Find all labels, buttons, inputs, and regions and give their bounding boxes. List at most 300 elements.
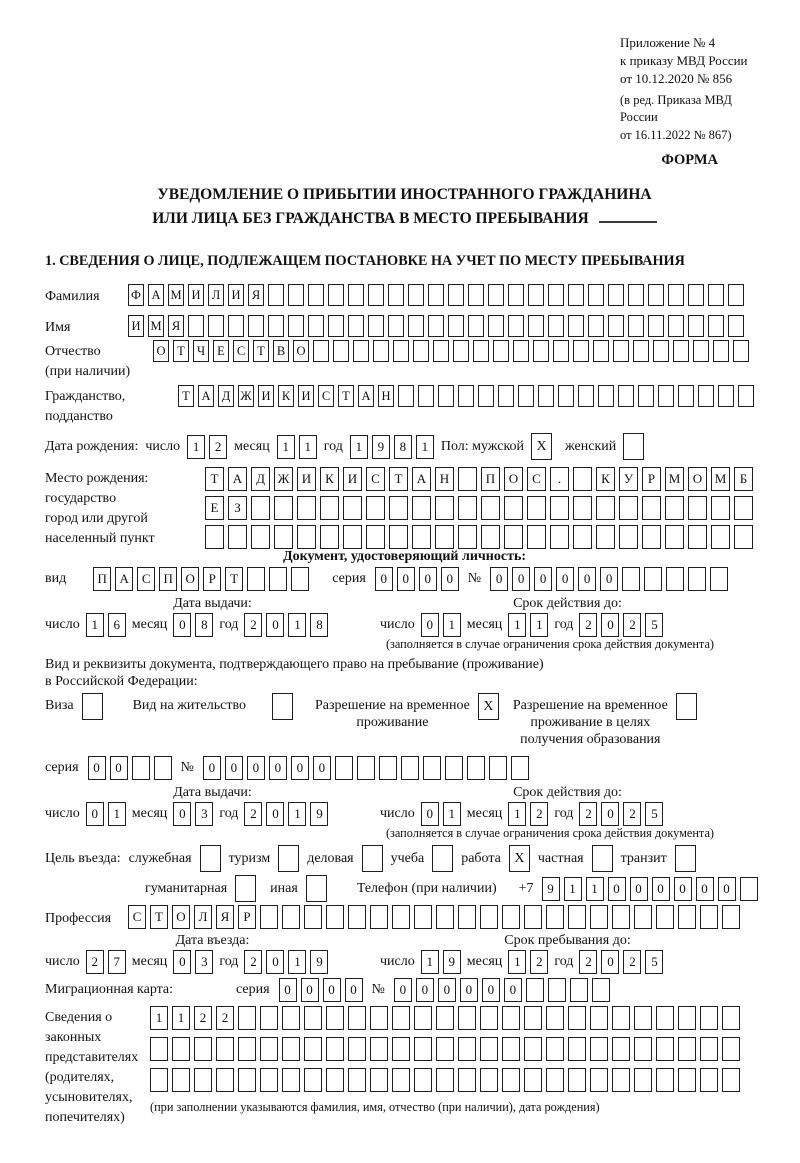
char-cell[interactable] xyxy=(373,340,389,362)
char-cell[interactable]: М xyxy=(168,284,184,306)
char-cell[interactable] xyxy=(608,284,624,306)
char-cell[interactable] xyxy=(326,1068,344,1092)
char-cell[interactable] xyxy=(619,496,638,520)
char-cell[interactable] xyxy=(269,567,287,591)
char-cell[interactable]: 0 xyxy=(416,978,434,1002)
char-cell[interactable] xyxy=(320,496,339,520)
char-cell[interactable]: 2 xyxy=(530,802,548,826)
char-cell[interactable] xyxy=(320,525,339,549)
char-cell[interactable] xyxy=(708,284,724,306)
char-cell[interactable] xyxy=(370,905,388,929)
char-cell[interactable]: 5 xyxy=(645,950,663,974)
char-cell[interactable]: 1 xyxy=(150,1006,168,1030)
char-cell[interactable] xyxy=(188,315,204,337)
char-cell[interactable]: Е xyxy=(205,496,224,520)
char-cell[interactable] xyxy=(304,1006,322,1030)
char-cell[interactable] xyxy=(370,1006,388,1030)
char-cell[interactable] xyxy=(642,496,661,520)
char-cell[interactable]: И xyxy=(258,385,274,407)
char-cell[interactable] xyxy=(546,1006,564,1030)
char-cell[interactable] xyxy=(708,315,724,337)
char-cell[interactable] xyxy=(546,1068,564,1092)
char-cell[interactable] xyxy=(700,1037,718,1061)
char-cell[interactable] xyxy=(436,1037,454,1061)
char-cell[interactable] xyxy=(414,905,432,929)
char-cell[interactable] xyxy=(408,315,424,337)
char-cell[interactable]: 1 xyxy=(86,613,104,637)
char-cell[interactable]: Р xyxy=(642,467,661,491)
char-cell[interactable]: 0 xyxy=(397,567,415,591)
char-cell[interactable] xyxy=(348,905,366,929)
char-cell[interactable] xyxy=(638,385,654,407)
char-cell[interactable] xyxy=(628,315,644,337)
char-cell[interactable]: 1 xyxy=(299,435,317,459)
char-cell[interactable]: 0 xyxy=(375,567,393,591)
char-cell[interactable] xyxy=(328,284,344,306)
char-cell[interactable]: 0 xyxy=(601,802,619,826)
char-cell[interactable] xyxy=(389,525,408,549)
char-cell[interactable]: 7 xyxy=(108,950,126,974)
char-cell[interactable]: 0 xyxy=(110,756,128,780)
char-cell[interactable] xyxy=(468,315,484,337)
char-cell[interactable] xyxy=(291,567,309,591)
char-cell[interactable]: И xyxy=(228,284,244,306)
char-cell[interactable]: О xyxy=(504,467,523,491)
char-cell[interactable] xyxy=(628,284,644,306)
char-cell[interactable] xyxy=(678,1037,696,1061)
char-cell[interactable] xyxy=(328,315,344,337)
char-cell[interactable] xyxy=(644,567,662,591)
char-cell[interactable]: 2 xyxy=(244,802,262,826)
char-cell[interactable] xyxy=(568,1037,586,1061)
char-cell[interactable]: 2 xyxy=(579,950,597,974)
char-cell[interactable]: Б xyxy=(734,467,753,491)
char-cell[interactable]: Т xyxy=(173,340,189,362)
char-cell[interactable] xyxy=(268,315,284,337)
char-cell[interactable] xyxy=(548,315,564,337)
char-cell[interactable] xyxy=(513,340,529,362)
char-cell[interactable] xyxy=(448,284,464,306)
char-cell[interactable]: 0 xyxy=(556,567,574,591)
char-cell[interactable] xyxy=(678,905,696,929)
visa-checkbox[interactable] xyxy=(82,693,103,720)
char-cell[interactable]: А xyxy=(148,284,164,306)
char-cell[interactable] xyxy=(248,315,264,337)
char-cell[interactable] xyxy=(428,284,444,306)
char-cell[interactable]: К xyxy=(278,385,294,407)
char-cell[interactable] xyxy=(656,1006,674,1030)
char-cell[interactable] xyxy=(738,385,754,407)
char-cell[interactable]: 1 xyxy=(277,435,295,459)
char-cell[interactable] xyxy=(622,567,640,591)
char-cell[interactable] xyxy=(368,315,384,337)
char-cell[interactable] xyxy=(666,567,684,591)
char-cell[interactable]: С xyxy=(137,567,155,591)
char-cell[interactable]: 0 xyxy=(696,877,714,901)
char-cell[interactable] xyxy=(458,496,477,520)
char-cell[interactable] xyxy=(527,496,546,520)
char-cell[interactable] xyxy=(268,284,284,306)
char-cell[interactable]: 9 xyxy=(310,950,328,974)
char-cell[interactable] xyxy=(658,385,674,407)
char-cell[interactable] xyxy=(412,525,431,549)
char-cell[interactable]: Н xyxy=(435,467,454,491)
char-cell[interactable]: 0 xyxy=(600,567,618,591)
char-cell[interactable] xyxy=(216,1068,234,1092)
char-cell[interactable]: 1 xyxy=(416,435,434,459)
char-cell[interactable]: 2 xyxy=(623,802,641,826)
char-cell[interactable] xyxy=(590,905,608,929)
char-cell[interactable] xyxy=(150,1037,168,1061)
purpose-transit-checkbox[interactable] xyxy=(675,845,696,872)
char-cell[interactable] xyxy=(401,756,419,780)
char-cell[interactable]: 2 xyxy=(579,802,597,826)
char-cell[interactable]: Р xyxy=(203,567,221,591)
char-cell[interactable]: 0 xyxy=(482,978,500,1002)
char-cell[interactable] xyxy=(435,496,454,520)
char-cell[interactable]: 0 xyxy=(345,978,363,1002)
char-cell[interactable] xyxy=(297,525,316,549)
char-cell[interactable] xyxy=(634,905,652,929)
char-cell[interactable]: О xyxy=(172,905,190,929)
char-cell[interactable] xyxy=(550,496,569,520)
char-cell[interactable] xyxy=(366,496,385,520)
char-cell[interactable]: 0 xyxy=(173,802,191,826)
char-cell[interactable] xyxy=(722,905,740,929)
char-cell[interactable]: 0 xyxy=(173,950,191,974)
char-cell[interactable]: . xyxy=(550,467,569,491)
char-cell[interactable] xyxy=(518,385,534,407)
char-cell[interactable]: 1 xyxy=(530,613,548,637)
char-cell[interactable] xyxy=(480,1068,498,1092)
char-cell[interactable] xyxy=(304,1037,322,1061)
char-cell[interactable] xyxy=(568,905,586,929)
char-cell[interactable] xyxy=(313,340,329,362)
char-cell[interactable] xyxy=(392,1068,410,1092)
char-cell[interactable] xyxy=(308,315,324,337)
char-cell[interactable] xyxy=(448,315,464,337)
char-cell[interactable] xyxy=(656,1068,674,1092)
char-cell[interactable] xyxy=(511,756,529,780)
char-cell[interactable]: 1 xyxy=(288,950,306,974)
char-cell[interactable] xyxy=(389,496,408,520)
char-cell[interactable]: 3 xyxy=(195,802,213,826)
char-cell[interactable] xyxy=(665,525,684,549)
purpose-official-checkbox[interactable] xyxy=(200,845,221,872)
char-cell[interactable] xyxy=(711,496,730,520)
char-cell[interactable]: О xyxy=(181,567,199,591)
char-cell[interactable]: 0 xyxy=(279,978,297,1002)
char-cell[interactable]: М xyxy=(711,467,730,491)
char-cell[interactable] xyxy=(343,496,362,520)
char-cell[interactable] xyxy=(288,315,304,337)
char-cell[interactable]: 0 xyxy=(419,567,437,591)
char-cell[interactable]: И xyxy=(188,284,204,306)
purpose-other-checkbox[interactable] xyxy=(306,875,327,902)
char-cell[interactable] xyxy=(668,315,684,337)
char-cell[interactable]: 0 xyxy=(601,950,619,974)
purpose-private-checkbox[interactable] xyxy=(592,845,613,872)
char-cell[interactable]: 6 xyxy=(108,613,126,637)
char-cell[interactable]: 9 xyxy=(310,802,328,826)
char-cell[interactable] xyxy=(528,315,544,337)
char-cell[interactable] xyxy=(573,467,592,491)
char-cell[interactable]: 1 xyxy=(421,950,439,974)
char-cell[interactable]: С xyxy=(128,905,146,929)
char-cell[interactable] xyxy=(619,525,638,549)
char-cell[interactable] xyxy=(282,1006,300,1030)
char-cell[interactable] xyxy=(504,496,523,520)
char-cell[interactable]: 0 xyxy=(394,978,412,1002)
char-cell[interactable]: 0 xyxy=(652,877,670,901)
char-cell[interactable] xyxy=(546,1037,564,1061)
char-cell[interactable] xyxy=(648,315,664,337)
char-cell[interactable]: Т xyxy=(338,385,354,407)
char-cell[interactable]: 8 xyxy=(394,435,412,459)
char-cell[interactable]: О xyxy=(153,340,169,362)
char-cell[interactable] xyxy=(194,1037,212,1061)
char-cell[interactable] xyxy=(722,1006,740,1030)
char-cell[interactable]: И xyxy=(297,467,316,491)
char-cell[interactable] xyxy=(388,284,404,306)
gender-male-checkbox[interactable]: X xyxy=(531,433,552,460)
char-cell[interactable]: А xyxy=(358,385,374,407)
char-cell[interactable] xyxy=(678,1068,696,1092)
char-cell[interactable]: 3 xyxy=(195,950,213,974)
char-cell[interactable]: П xyxy=(481,467,500,491)
char-cell[interactable] xyxy=(370,1037,388,1061)
char-cell[interactable] xyxy=(533,340,549,362)
char-cell[interactable] xyxy=(526,978,544,1002)
char-cell[interactable] xyxy=(274,496,293,520)
char-cell[interactable] xyxy=(596,496,615,520)
char-cell[interactable]: 1 xyxy=(288,802,306,826)
char-cell[interactable] xyxy=(590,1006,608,1030)
char-cell[interactable] xyxy=(733,340,749,362)
purpose-study-checkbox[interactable] xyxy=(432,845,453,872)
char-cell[interactable]: 1 xyxy=(508,950,526,974)
char-cell[interactable] xyxy=(414,1068,432,1092)
purpose-business-checkbox[interactable] xyxy=(362,845,383,872)
char-cell[interactable]: 2 xyxy=(623,613,641,637)
char-cell[interactable]: Т xyxy=(150,905,168,929)
char-cell[interactable] xyxy=(423,756,441,780)
char-cell[interactable] xyxy=(713,340,729,362)
char-cell[interactable]: 0 xyxy=(88,756,106,780)
char-cell[interactable] xyxy=(634,1068,652,1092)
char-cell[interactable]: 0 xyxy=(441,567,459,591)
char-cell[interactable]: 0 xyxy=(421,613,439,637)
char-cell[interactable] xyxy=(480,905,498,929)
char-cell[interactable] xyxy=(260,1037,278,1061)
char-cell[interactable] xyxy=(502,905,520,929)
char-cell[interactable]: Т xyxy=(389,467,408,491)
char-cell[interactable]: 0 xyxy=(578,567,596,591)
char-cell[interactable]: 0 xyxy=(86,802,104,826)
char-cell[interactable] xyxy=(392,1006,410,1030)
char-cell[interactable]: 1 xyxy=(586,877,604,901)
char-cell[interactable] xyxy=(348,1037,366,1061)
char-cell[interactable]: 0 xyxy=(718,877,736,901)
char-cell[interactable] xyxy=(693,340,709,362)
char-cell[interactable]: 0 xyxy=(291,756,309,780)
char-cell[interactable] xyxy=(228,525,247,549)
char-cell[interactable] xyxy=(665,496,684,520)
purpose-work-checkbox[interactable]: X xyxy=(509,845,530,872)
char-cell[interactable]: Я xyxy=(216,905,234,929)
char-cell[interactable] xyxy=(480,1037,498,1061)
char-cell[interactable]: М xyxy=(665,467,684,491)
char-cell[interactable] xyxy=(700,1006,718,1030)
char-cell[interactable] xyxy=(568,284,584,306)
char-cell[interactable] xyxy=(590,1068,608,1092)
char-cell[interactable]: О xyxy=(688,467,707,491)
char-cell[interactable]: Я xyxy=(248,284,264,306)
char-cell[interactable]: Л xyxy=(208,284,224,306)
char-cell[interactable] xyxy=(393,340,409,362)
char-cell[interactable] xyxy=(260,905,278,929)
char-cell[interactable]: Л xyxy=(194,905,212,929)
char-cell[interactable]: 0 xyxy=(674,877,692,901)
char-cell[interactable] xyxy=(172,1037,190,1061)
char-cell[interactable] xyxy=(498,385,514,407)
char-cell[interactable]: П xyxy=(159,567,177,591)
char-cell[interactable] xyxy=(304,1068,322,1092)
char-cell[interactable] xyxy=(260,1006,278,1030)
char-cell[interactable] xyxy=(335,756,353,780)
char-cell[interactable]: С xyxy=(233,340,249,362)
char-cell[interactable] xyxy=(489,756,507,780)
char-cell[interactable] xyxy=(613,340,629,362)
char-cell[interactable]: 0 xyxy=(173,613,191,637)
char-cell[interactable] xyxy=(408,284,424,306)
char-cell[interactable]: 0 xyxy=(313,756,331,780)
char-cell[interactable]: Т xyxy=(225,567,243,591)
char-cell[interactable] xyxy=(172,1068,190,1092)
char-cell[interactable] xyxy=(524,1006,542,1030)
char-cell[interactable] xyxy=(326,1006,344,1030)
char-cell[interactable]: 1 xyxy=(443,802,461,826)
char-cell[interactable] xyxy=(205,525,224,549)
char-cell[interactable] xyxy=(216,1037,234,1061)
char-cell[interactable]: 9 xyxy=(542,877,560,901)
char-cell[interactable] xyxy=(458,905,476,929)
char-cell[interactable] xyxy=(435,525,454,549)
char-cell[interactable]: 0 xyxy=(630,877,648,901)
char-cell[interactable]: Я xyxy=(168,315,184,337)
purpose-humanitarian-checkbox[interactable] xyxy=(235,875,256,902)
char-cell[interactable] xyxy=(433,340,449,362)
char-cell[interactable]: А xyxy=(198,385,214,407)
char-cell[interactable] xyxy=(568,1068,586,1092)
char-cell[interactable] xyxy=(370,1068,388,1092)
char-cell[interactable] xyxy=(436,1068,454,1092)
char-cell[interactable]: 1 xyxy=(443,613,461,637)
char-cell[interactable] xyxy=(238,1037,256,1061)
char-cell[interactable]: 2 xyxy=(530,950,548,974)
char-cell[interactable] xyxy=(527,525,546,549)
char-cell[interactable]: 1 xyxy=(187,435,205,459)
char-cell[interactable]: 0 xyxy=(438,978,456,1002)
char-cell[interactable] xyxy=(436,905,454,929)
char-cell[interactable]: Е xyxy=(213,340,229,362)
char-cell[interactable]: 5 xyxy=(645,802,663,826)
char-cell[interactable]: Ж xyxy=(238,385,254,407)
residence-permit-checkbox[interactable] xyxy=(272,693,293,720)
char-cell[interactable]: У xyxy=(619,467,638,491)
char-cell[interactable]: 9 xyxy=(372,435,390,459)
char-cell[interactable] xyxy=(398,385,414,407)
char-cell[interactable] xyxy=(634,1037,652,1061)
char-cell[interactable]: 2 xyxy=(194,1006,212,1030)
char-cell[interactable] xyxy=(656,905,674,929)
char-cell[interactable] xyxy=(458,1006,476,1030)
char-cell[interactable] xyxy=(251,525,270,549)
char-cell[interactable]: И xyxy=(128,315,144,337)
char-cell[interactable]: Ф xyxy=(128,284,144,306)
char-cell[interactable] xyxy=(590,1037,608,1061)
char-cell[interactable] xyxy=(418,385,434,407)
char-cell[interactable] xyxy=(734,496,753,520)
char-cell[interactable] xyxy=(413,340,429,362)
char-cell[interactable] xyxy=(458,467,477,491)
char-cell[interactable]: 0 xyxy=(504,978,522,1002)
char-cell[interactable] xyxy=(578,385,594,407)
char-cell[interactable] xyxy=(688,567,706,591)
char-cell[interactable]: 1 xyxy=(288,613,306,637)
char-cell[interactable] xyxy=(297,496,316,520)
char-cell[interactable] xyxy=(546,905,564,929)
char-cell[interactable] xyxy=(653,340,669,362)
char-cell[interactable] xyxy=(208,315,224,337)
char-cell[interactable] xyxy=(688,284,704,306)
char-cell[interactable] xyxy=(379,756,397,780)
char-cell[interactable] xyxy=(588,315,604,337)
char-cell[interactable]: 0 xyxy=(269,756,287,780)
char-cell[interactable] xyxy=(740,877,758,901)
char-cell[interactable] xyxy=(194,1068,212,1092)
char-cell[interactable] xyxy=(728,284,744,306)
char-cell[interactable] xyxy=(357,756,375,780)
char-cell[interactable] xyxy=(458,385,474,407)
char-cell[interactable] xyxy=(648,284,664,306)
char-cell[interactable] xyxy=(288,284,304,306)
char-cell[interactable] xyxy=(688,315,704,337)
char-cell[interactable] xyxy=(132,756,150,780)
char-cell[interactable] xyxy=(608,315,624,337)
temp-residence-checkbox[interactable]: X xyxy=(478,693,499,720)
char-cell[interactable]: 0 xyxy=(460,978,478,1002)
char-cell[interactable]: 0 xyxy=(608,877,626,901)
char-cell[interactable]: 8 xyxy=(310,613,328,637)
char-cell[interactable] xyxy=(445,756,463,780)
char-cell[interactable] xyxy=(593,340,609,362)
char-cell[interactable]: 1 xyxy=(564,877,582,901)
char-cell[interactable] xyxy=(348,1006,366,1030)
char-cell[interactable]: 1 xyxy=(172,1006,190,1030)
char-cell[interactable]: Т xyxy=(253,340,269,362)
char-cell[interactable] xyxy=(633,340,649,362)
char-cell[interactable] xyxy=(734,525,753,549)
char-cell[interactable] xyxy=(228,315,244,337)
char-cell[interactable] xyxy=(478,385,494,407)
char-cell[interactable]: 1 xyxy=(508,613,526,637)
char-cell[interactable] xyxy=(573,525,592,549)
char-cell[interactable] xyxy=(678,385,694,407)
char-cell[interactable] xyxy=(612,1068,630,1092)
char-cell[interactable]: И xyxy=(298,385,314,407)
char-cell[interactable] xyxy=(282,905,300,929)
